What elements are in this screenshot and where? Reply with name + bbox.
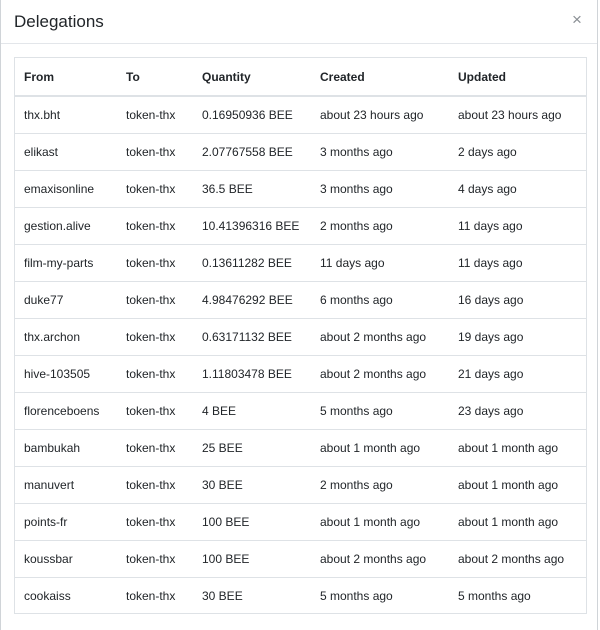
cell-to: token-thx xyxy=(117,133,193,170)
header-row xyxy=(15,58,586,96)
cell-quantity: 36.5 BEE xyxy=(193,170,311,207)
cell-quantity: 2.07767558 BEE xyxy=(193,133,311,170)
cell-created: about 1 month ago xyxy=(311,503,449,540)
table-row xyxy=(15,392,586,429)
cell-updated: 21 days ago xyxy=(449,355,586,392)
cell-from: florenceboens xyxy=(15,392,117,429)
dialog-header xyxy=(1,0,597,44)
cell-updated: 23 days ago xyxy=(449,392,586,429)
cell-updated: about 23 hours ago xyxy=(458,107,562,122)
cell-from: thx.bht xyxy=(24,107,61,122)
cell-updated: about 1 month ago xyxy=(449,466,586,503)
cell-to: token-thx xyxy=(117,281,193,318)
cell-created: 5 months ago xyxy=(311,577,449,614)
cell-created: 3 months ago xyxy=(311,170,449,207)
cell-updated: about 1 month ago xyxy=(449,429,586,466)
column-header-updated: Updated xyxy=(449,58,586,96)
table-row xyxy=(15,207,586,244)
cell-to: token-thx xyxy=(117,318,193,355)
cell-updated: about 2 months ago xyxy=(449,540,586,577)
cell-quantity: 30 BEE xyxy=(193,577,311,614)
cell-from: points-fr xyxy=(15,503,117,540)
cell-created: about 2 months ago xyxy=(311,318,449,355)
cell-created: 5 months ago xyxy=(311,392,449,429)
delegations-table xyxy=(15,58,586,614)
cell-from: elikast xyxy=(15,133,117,170)
table-row xyxy=(15,318,586,355)
cell-from: koussbar xyxy=(15,540,117,577)
column-header-created: Created xyxy=(311,58,449,96)
cell-quantity: 4 BEE xyxy=(193,392,311,429)
cell-updated: 2 days ago xyxy=(449,133,586,170)
cell-from: manuvert xyxy=(15,466,117,503)
table-body xyxy=(15,96,586,614)
table-row xyxy=(15,466,586,503)
column-header-from: From xyxy=(15,58,117,96)
column-header-quantity: Quantity xyxy=(193,58,311,96)
cell-to: token-thx xyxy=(126,107,176,122)
cell-from: thx.archon xyxy=(15,318,117,355)
cell-created: about 1 month ago xyxy=(311,429,449,466)
cell-to: token-thx xyxy=(117,170,193,207)
cell-updated: 19 days ago xyxy=(449,318,586,355)
cell-from: duke77 xyxy=(15,281,117,318)
cell-quantity: 0.63171132 BEE xyxy=(193,318,311,355)
cell-to: token-thx xyxy=(117,355,193,392)
cell-from: hive-103505 xyxy=(15,355,117,392)
column-header-to: To xyxy=(117,58,193,96)
table-row xyxy=(15,281,586,318)
cell-quantity: 10.41396316 BEE xyxy=(193,207,311,244)
cell-created: 11 days ago xyxy=(311,244,449,281)
cell-created: 3 months ago xyxy=(311,133,449,170)
table-row xyxy=(15,429,586,466)
cell-to: token-thx xyxy=(117,466,193,503)
cell-updated: 11 days ago xyxy=(449,244,586,281)
cell-quantity: 100 BEE xyxy=(193,540,311,577)
table-row xyxy=(15,244,586,281)
cell-to: token-thx xyxy=(117,429,193,466)
cell-quantity: 100 BEE xyxy=(193,503,311,540)
cell-created: 2 months ago xyxy=(311,466,449,503)
table-row xyxy=(15,133,586,170)
table-row xyxy=(15,96,586,133)
cell-updated: 4 days ago xyxy=(449,170,586,207)
cell-updated: 16 days ago xyxy=(449,281,586,318)
cell-quantity: 4.98476292 BEE xyxy=(193,281,311,318)
cell-created: about 2 months ago xyxy=(311,355,449,392)
cell-to: token-thx xyxy=(117,244,193,281)
cell-to: token-thx xyxy=(117,577,193,614)
cell-from: bambukah xyxy=(15,429,117,466)
cell-quantity: 0.13611282 BEE xyxy=(193,244,311,281)
cell-from: emaxisonline xyxy=(15,170,117,207)
table-row xyxy=(15,170,586,207)
cell-quantity: 0.16950936 BEE xyxy=(202,107,293,122)
table-header xyxy=(15,58,586,96)
cell-from: cookaiss xyxy=(15,577,117,614)
cell-created: 6 months ago xyxy=(311,281,449,318)
cell-to: token-thx xyxy=(117,392,193,429)
table-row xyxy=(15,577,586,614)
cell-quantity: 30 BEE xyxy=(193,466,311,503)
close-icon[interactable]: × xyxy=(572,10,582,29)
cell-from: film-my-parts xyxy=(15,244,117,281)
cell-quantity: 25 BEE xyxy=(193,429,311,466)
cell-updated: 5 months ago xyxy=(449,577,586,614)
cell-updated: about 1 month ago xyxy=(449,503,586,540)
cell-created: about 23 hours ago xyxy=(320,107,424,122)
cell-from: gestion.alive xyxy=(15,207,117,244)
cell-to: token-thx xyxy=(117,207,193,244)
cell-created: about 2 months ago xyxy=(311,540,449,577)
dialog-title: Delegations xyxy=(14,12,104,31)
cell-quantity: 1.11803478 BEE xyxy=(193,355,311,392)
table-row xyxy=(15,540,586,577)
table-row xyxy=(15,503,586,540)
cell-updated: 11 days ago xyxy=(449,207,586,244)
cell-to: token-thx xyxy=(117,540,193,577)
table-row xyxy=(15,355,586,392)
cell-created: 2 months ago xyxy=(311,207,449,244)
delegations-table-container xyxy=(14,57,587,614)
cell-to: token-thx xyxy=(117,503,193,540)
